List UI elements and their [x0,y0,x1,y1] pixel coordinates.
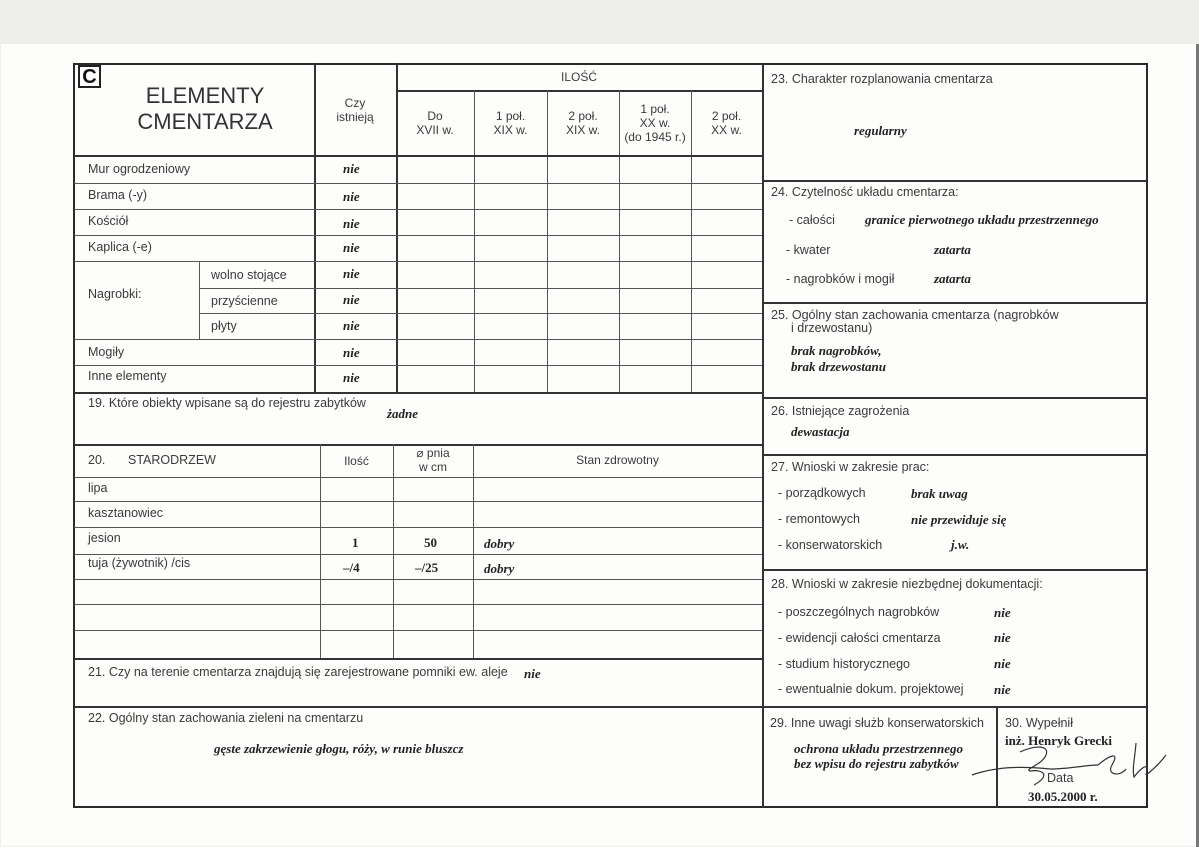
element-label: Kościół [88,214,129,228]
q19-value: żadne [387,406,419,421]
element-label: Mur ogrodzeniowy [88,162,191,176]
elements-title-line1: ELEMENTY [145,83,265,108]
period-header-5: 2 poł. XX w. [711,109,742,137]
q30-label: 30. Wypełnił [1005,716,1073,730]
nagrobki-label: Nagrobki: [88,287,142,301]
tree-stan: dobry [484,561,515,576]
q24-item-label: - całości [789,213,835,227]
q27-item-value: j.w. [951,537,970,552]
q28-label: 28. Wnioski w zakresie niezbędnej dokumentacji: [771,577,1043,591]
q20-number: 20. [88,453,106,467]
q28-item-label: - poszczególnych nagrobków [778,605,940,619]
q26-label: 26. Istniejące zagrożenia [771,404,910,418]
tree-name: jesion [88,531,121,545]
q28-item-label: - studium historycznego [778,657,911,671]
q28-item-value: nie [994,630,1011,645]
q21-label: 21. Czy na terenie cmentarza znajdują się zarejestrowane pomniki ew. aleje [88,665,508,679]
ilosc-header: ILOŚĆ [560,70,597,84]
q24-label: 24. Czytelność układu cmentarza: [771,185,959,199]
q27-item-label: - konserwatorskich [778,538,883,552]
nagrobki-sub-label: przyścienne [211,294,278,308]
tree-ilosc: 1 [352,535,359,550]
section-letter-box: C [78,65,101,88]
period-header-2: 1 poł. XIX w. [493,109,528,137]
element-label: Inne elementy [88,369,167,383]
signature [960,725,1190,800]
q27-item-label: - remontowych [778,512,860,526]
data-label: Data [1047,771,1074,785]
q28-item-value: nie [994,682,1011,697]
q27-item-value: brak uwag [911,486,968,501]
element-value: nie [343,189,360,204]
q27-item-label: - porządkowych [778,486,866,500]
element-value: nie [343,345,360,360]
q23-label: 23. Charakter rozplanowania cmentarza [771,72,993,86]
q24-item-label: - kwater [786,243,831,257]
q21-value: nie [524,666,541,681]
tree-stan: dobry [484,536,515,551]
q23-value: regularny [854,123,907,138]
czy-istnieja-header: Czy istnieją [336,96,374,124]
q28-item-value: nie [994,656,1011,671]
form-frame [73,63,1148,808]
tree-ilosc: –/4 [343,560,360,575]
q20-stan-header: Stan zdrowotny [576,453,659,467]
q20-ilosc-header: Ilość [344,454,369,468]
tree-pnia: –/25 [415,560,439,575]
tree-pnia: 50 [424,535,437,550]
nagrobki-sub-label: wolno stojące [211,268,287,282]
q28-item-value: nie [994,605,1011,620]
tree-name: kasztanowiec [88,506,164,520]
period-header-3: 2 poł. XIX w. [565,109,600,137]
element-label: Mogiły [88,345,125,359]
q22-label: 22. Ogólny stan zachowania zieleni na cmentarzu [88,711,364,725]
element-value: nie [343,240,360,255]
element-value: nie [343,161,360,176]
q25-value-line2: brak drzewostanu [791,359,886,374]
q24-item-value: zatarta [934,242,971,257]
q22-value: gęste zakrzewienie głogu, róży, w runie bluszcz [214,741,464,756]
scan-background [0,0,1199,44]
q19-label: 19. Które obiekty wpisane są do rejestru zabytków [88,396,366,410]
tree-name: lipa [88,481,108,495]
nagrobki-sub-label: płyty [211,319,237,333]
q29-value-line2: bez wpisu do rejestru zabytków [794,756,959,771]
q24-item-label: - nagrobków i mogił [786,272,895,286]
period-header-1: Do XVII w. [416,109,454,137]
q27-item-value: nie przewiduje się [911,512,1007,527]
q25-value-line1: brak nagrobków, [791,343,882,358]
nagrobki-sub-value: nie [343,292,360,307]
data-value: 30.05.2000 r. [1028,789,1098,804]
tree-name: tuja (żywotnik) /cis [88,556,191,570]
elements-title-line2: CMENTARZA [137,109,273,134]
q20-title: STARODRZEW [128,453,216,467]
q24-item-value: zatarta [934,271,971,286]
q25-label-line2: i drzewostanu) [791,321,873,335]
element-value: nie [343,370,360,385]
q28-item-label: - ewidencji całości cmentarza [778,631,941,645]
q28-item-label: - ewentualnie dokum. projektowej [778,682,964,696]
q27-label: 27. Wnioski w zakresie prac: [771,460,930,474]
q29-label: 29. Inne uwagi służb konserwatorskich [770,716,985,730]
period-header-4: 1 poł. XX w. (do 1945 r.) [624,102,686,144]
q24-item-value: granice pierwotnego układu przestrzennego [865,212,1099,227]
nagrobki-sub-value: nie [343,266,360,281]
element-value: nie [343,216,360,231]
element-label: Brama (-y) [88,188,148,202]
q20-pnia-header: ⌀ pnia w cm [416,446,450,474]
q26-value: dewastacja [791,424,850,439]
q29-value-line1: ochrona układu przestrzennego [794,741,964,756]
element-label: Kaplica (-e) [88,240,152,254]
nagrobki-sub-value: nie [343,318,360,333]
q25-label-line1: 25. Ogólny stan zachowania cmentarza (nagrobków [771,308,1059,322]
q30-value: inż. Henryk Grecki [1005,733,1113,748]
